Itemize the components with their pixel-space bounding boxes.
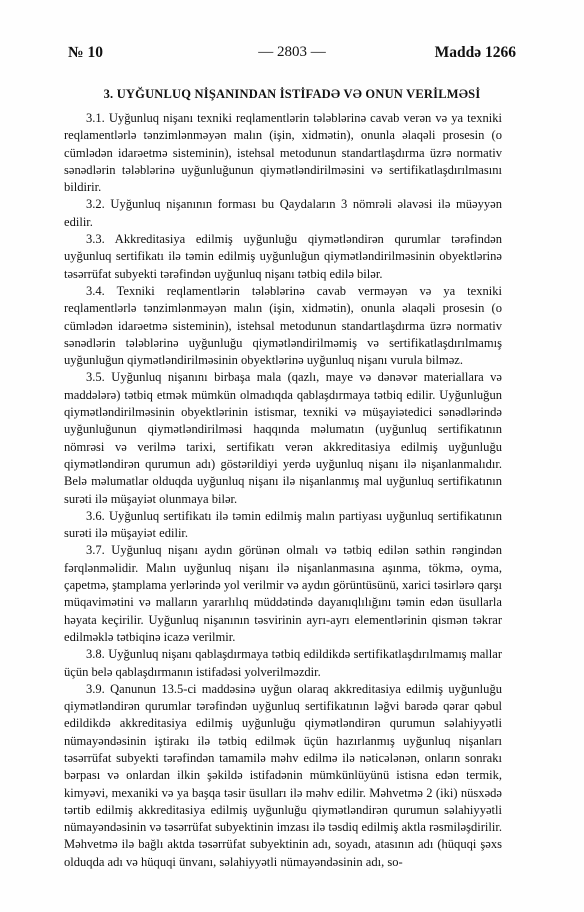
paragraph-3-3: 3.3. Akkreditasiya edilmiş uyğunluğu qiymətləndirən qurumlar tərəfindən uyğunluq sertifikatı ilə təmin edilmiş uyğunluğun qiymətləndirilməsinin obyektlərinə təsərrüfat subyekti tərəfindən uyğunluq nişanı tətbiq edilə bilər. <box>64 232 502 281</box>
paragraph-3-2: 3.2. Uyğunluq nişanının forması bu Qaydaların 3 nömrəli əlavəsi ilə müəyyən edilir. <box>64 197 502 229</box>
paragraph-3-7: 3.7. Uyğunluq nişanı aydın görünən olmalı və tətbiq edilən səthin rəngindən fərqlənməlidir. Malın uyğunluq nişanı ilə nişanlanmasına aşınma, tökmə, oyma, çapetmə, ştamplama yerlərində yol verilmir və aydın görüntüsünü, xarici təsirlərə qarşı müqavimətini və malların yararlılıq müddətində dayanıqlılığını təmin edən üsullarla həyata keçirilir. Uyğunluq nişanının təsvirinin ayrı-ayrı elementlərinin qismən təkrar edilməklə tətbiqinə icazə verilmir. <box>64 543 502 644</box>
paragraph-3-8: 3.8. Uyğunluq nişanı qablaşdırmaya tətbiq edildikdə sertifikatlaşdırılmamış mallar üçün belə qablaşdırmanın istifadəsi yolverilməzdir. <box>64 647 502 679</box>
page-header <box>68 44 516 64</box>
paragraph-3-9: 3.9. Qanunun 13.5-ci maddəsinə uyğun olaraq akkreditasiya edilmiş uyğunluğu qiymətləndirən qurumlar tərəfindən uyğunluq sertifikatının ləğvi barədə qərar qəbul edildikdə akkreditasiya edilmiş uyğunluğu qiymətləndirən qurumun səlahiyyətli nümayəndəsinin iştirakı ilə tətbiq edilmək üçün hazırlanmış uyğunluq nişanları təsərrüfat subyekti tərəfindən tamamilə məhv edilmə ilə nəticələnən, onların sonrakı bərpası və onlardan ilkin şəkildə istifadənin mümkünlüyünü istisna edən termik, kimyəvi, mexaniki və ya başqa təsir üsulları ilə məhv edilir. Məhvetmə 2 (iki) nüsxədə tərtib edilmiş akkreditasiya edilmiş uyğunluğu qiymətləndirən qurumun səlahiyyətli nümayəndəsinin və təsərrüfat subyektinin imzası ilə təsdiq edilmiş aktla rəsmiləşdirilir. Məhvetmə ilə bağlı aktda təsərrüfat subyektinin adı, soyadı, atasının adı (hüquqi şəxs olduqda adı və hüquqi ünvanı, səlahiyyətli nümayəndəsinin adı, so- <box>64 681 502 869</box>
article-number: Maddə 1266 <box>434 44 516 61</box>
document-body <box>64 110 502 871</box>
page-number: — 2803 — <box>258 44 326 60</box>
paragraph-3-5: 3.5. Uyğunluq nişanını birbaşa mala (qazlı, maye və dənəvər materiallara və maddələrə) tətbiq etmək mümkün olmadıqda qablaşdırmaya tətbiq edilir. Uyğunluğun qiymətləndirilməsinin obyektlərinin istismar, texniki və müşayiətedici sənədlərində uyğunluğunun qiymətləndirilməsi haqqında məlumatın (uyğunluq sertifikatının nömrəsi və verilmə tarixi, sertifikatı verən akkreditasiya edilmiş uyğunluğu qiymətləndirən qurumun adı) göstərildiyi yerdə uyğunluq nişanı ilə nişanlanmalıdır. Belə məlumatlar olduqda uyğunluq nişanı ilə nişanlanmış mal uyğunluq sertifikatının surəti ilə müşayiət olunmaya bilər. <box>64 370 502 506</box>
paragraph-3-6: 3.6. Uyğunluq sertifikatı ilə təmin edilmiş malın partiyası uyğunluq sertifikatının surəti ilə müşayiət edilir. <box>64 508 502 541</box>
section-title: 3. UYĞUNLUQ NİŞANINDAN İSTİFADƏ VƏ ONUN VERİLMƏSİ <box>103 87 481 101</box>
paragraph-3-4: 3.4. Texniki reqlamentlərin tələblərinə cavab verməyən və ya texniki reqlamentlərlə tənzimlənməyən malın (işin, xidmətin), onunla əlaqəli prosesin (o cümlədən idarəetmə sisteminin), istehsal metodunun standartlaşdırma üzrə normativ sənədlərin tələblərinə uyğunluğu qiymətləndirilməmiş və sertifikatlaşdırılmamış uyğunluğun qiymətləndirilməsinin obyektlərinə uyğunluq nişanı vurula bilməz. <box>64 283 502 368</box>
paragraph-3-1: 3.1. Uyğunluq nişanı texniki reqlamentlərin tələblərinə cavab verən və ya texniki reqlamentlərlə tənzimlənməyən malın (işin, xidmətin), onunla əlaqəli prosesin (o cümlədən idarəetmə sisteminin), istehsal metodunun standartlaşdırma üzrə normativ sənədlərin tələblərinə uyğunluğunun qiymətləndirilməsini və sertifikatlaşdırılmasını bildirir. <box>64 111 502 195</box>
issue-number: № 10 <box>68 44 103 61</box>
